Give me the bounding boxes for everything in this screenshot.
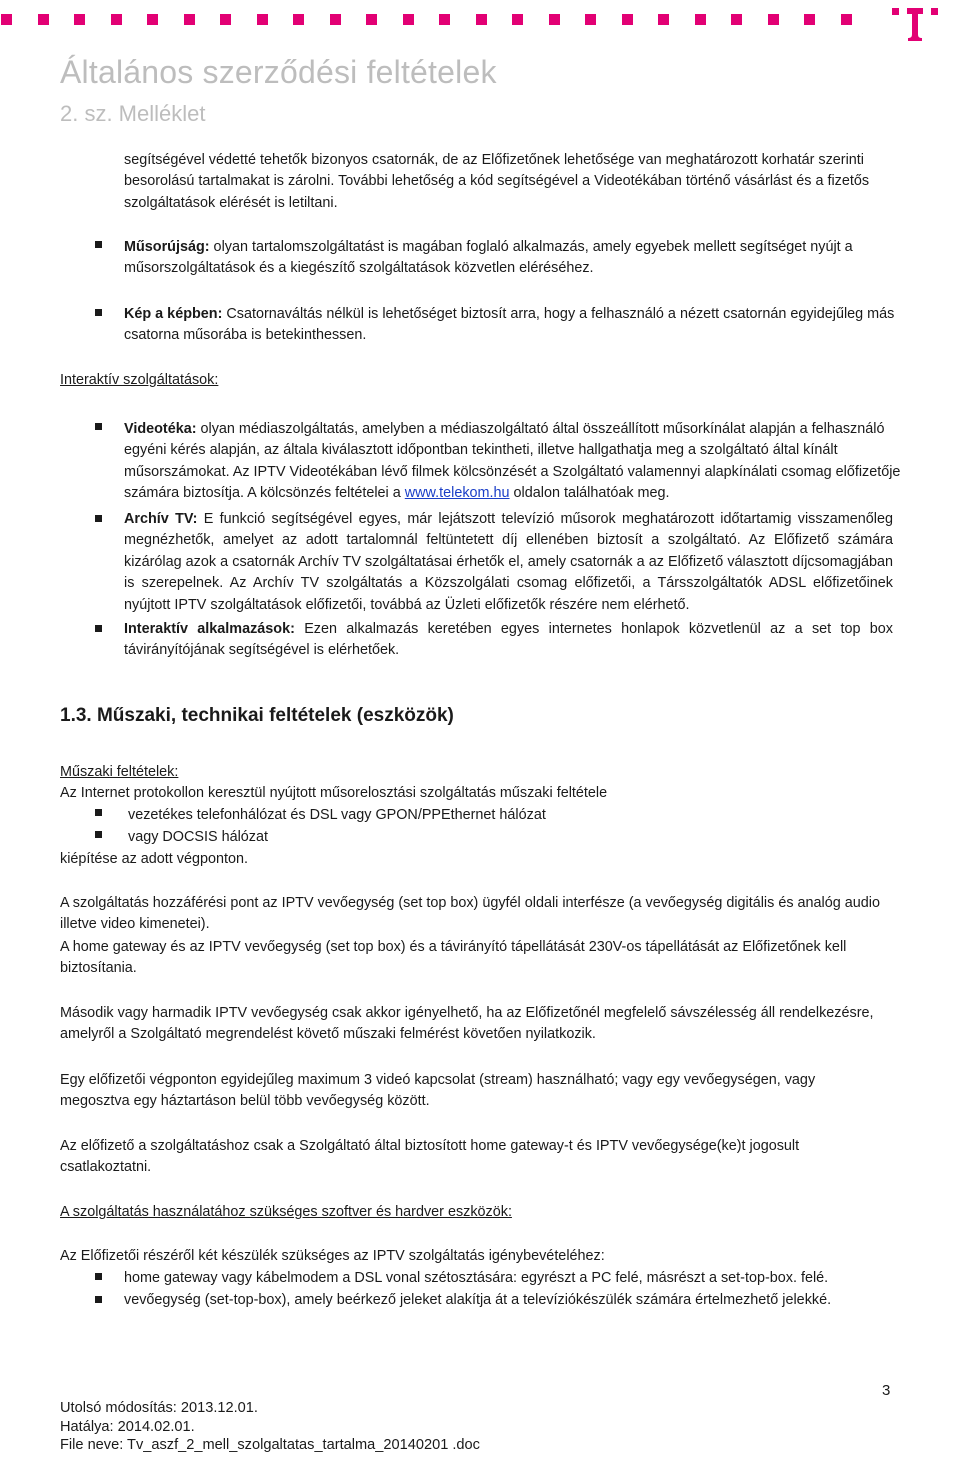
term-label: Műsorújság: — [124, 239, 210, 255]
header-dot — [512, 14, 523, 25]
list-item: vagy DOCSIS hálózat — [128, 829, 268, 845]
list-item: vezetékes telefonhálózat és DSL vagy GPON/PPEthernet hálózat — [128, 807, 546, 823]
bullet-marker — [95, 831, 102, 838]
hardware-heading: A szolgáltatás használatához szükséges szoftver és hardver eszközök: — [60, 1204, 512, 1220]
muszaki-intro: Az Internet protokollon keresztül nyújtott műsorelosztási szolgáltatás műszaki feltétele — [60, 785, 608, 801]
header-dot-strip — [0, 14, 880, 26]
header-dot — [585, 14, 596, 25]
paragraph-second-unit: Második vagy harmadik IPTV vevőegység csak akkor igényelhető, ha az Előfizetőnél megfelelő sávszélesség áll rendelkezésre, amelyről a Szolgáltató megrendelést követő műszaki felmérést követően nyilatkozik. — [60, 1005, 874, 1043]
bullet-marker — [95, 423, 102, 430]
intro-paragraph: segítségével védetté tehetők bizonyos csatornák, de az Előfizetőnek lehetősége van meghatározott korhatár szerinti besorolású tartalmakat is zárolni. További lehetőség a kód segítségével a Videotékában történő vásárlást és a fizetős szolgáltatások elérését is letiltani. — [124, 152, 870, 211]
header-dot — [768, 14, 779, 25]
term-label: Kép a képben: — [124, 306, 223, 322]
term-label: Interaktív alkalmazások: — [124, 621, 295, 637]
bullet-marker — [95, 1296, 102, 1303]
hardware-intro: Az Előfizetői részéről két készülék szükséges az IPTV szolgáltatás igénybevételéhez: — [60, 1248, 605, 1264]
term-description: olyan tartalomszolgáltatást is magában foglaló alkalmazás, amely egyebek mellett segítséget nyújt a műsorszolgáltatások és a kiegészítő szolgáltatások közvetlen eléréséhez. — [124, 239, 853, 277]
list-item: home gateway vagy kábelmodem a DSL vonal szétosztására: egyrészt a PC felé, másrészt a set-top-box. felé. — [124, 1270, 829, 1286]
bullet-marker — [95, 309, 102, 316]
telekom-t-logo-icon — [886, 4, 944, 44]
bullet-marker — [95, 809, 102, 816]
telekom-link[interactable]: www.telekom.hu — [404, 485, 510, 502]
term-description: Csatornaváltás nélkül is lehetőséget biztosít arra, hogy a felhasználó a nézett csatornán egyidejűleg más csatorna műsorába is betekinthessen. — [124, 306, 895, 344]
header-dot — [74, 14, 85, 25]
section-heading: 1.3. Műszaki, technikai feltételek (eszközök) — [60, 705, 454, 726]
header-dot — [147, 14, 158, 25]
term-description: Ezen alkalmazás keretében egyes internetes honlapok közvetlenül az a set top box távirányítójának segítségével is elérhetőek. — [124, 621, 893, 659]
header-dot — [439, 14, 450, 25]
bullet-marker — [95, 1273, 102, 1280]
term-label: Videotéka: — [124, 421, 197, 437]
paragraph-access-point: A szolgáltatás hozzáférési pont az IPTV vevőegység (set top box) ügyfél oldali interfésze (a vevőegység digitális és analóg audio illetve video kimenetei). — [60, 895, 880, 933]
header-dot — [330, 14, 341, 25]
paragraph-connect: Az előfizető a szolgáltatáshoz csak a Szolgáltató által biztosított home gateway-t és IPTV vevőegysége(ke)t jogosult csatlakoztatni. — [60, 1138, 800, 1176]
term-label: Archív TV: — [124, 511, 198, 527]
header-dot — [658, 14, 669, 25]
muszaki-heading: Műszaki feltételek: — [60, 764, 179, 780]
footer-filename: File neve: Tv_aszf_2_mell_szolgaltatas_tartalma_20140201 .doc — [60, 1437, 480, 1453]
document-subtitle: 2. sz. Melléklet — [60, 101, 206, 126]
muszaki-end: kiépítése az adott végponton. — [60, 851, 249, 867]
page-number: 3 — [882, 1382, 891, 1399]
header-dot — [804, 14, 815, 25]
header-dot — [549, 14, 560, 25]
term-description: E funkció segítségével egyes, már lejátszott televízió műsorok meghatározott időtartamig visszamenőleg megnézhetők, amelyet az adott tartalomnál feltüntetett díj ellenében biztosít a szolgáltató. Az Előfizető számára kizárólag azok a csatornák Archív TV szolgáltatásai érhetők el, amely csatornák a az Előfizető választott díjcsomagjában is szerepelnek. Az Archív TV szolgáltatás a Közszolgálati csomag előfizetői, a Társszolgáltatók ADSL előfizetőinek nyújtott IPTV szolgáltatások előfizetői, továbbá az Üzleti előfizetők részére nem elérhető. — [124, 511, 893, 613]
bullet-marker — [95, 515, 102, 522]
list-item-interaktiv-alkalmazasok — [124, 619, 893, 662]
paragraph-power-supply: A home gateway és az IPTV vevőegység (set top box) és a távirányító tápellátását 230V-os tápellátását az Előfizetőnek kell biztosítania. — [60, 939, 847, 977]
header-dot — [731, 14, 742, 25]
footer-effective: Hatálya: 2014.02.01. — [60, 1418, 195, 1435]
paragraph-streams: Egy előfizetői végponton egyidejűleg maximum 3 videó kapcsolat (stream) használható; vagy egy vevőegységen, vagy megosztva egy háztartáson belül több vevőegység között. — [60, 1072, 816, 1110]
header-dot — [366, 14, 377, 25]
header-dot — [476, 14, 487, 25]
header-dot — [695, 14, 706, 25]
header-dot — [257, 14, 268, 25]
header-dot — [841, 14, 852, 25]
footer — [60, 1399, 480, 1455]
list-item-videoteka — [124, 419, 914, 505]
footer-modified: Utolsó módosítás: 2013.12.01. — [60, 1400, 258, 1416]
interactive-services-heading: Interaktív szolgáltatások: — [60, 372, 219, 388]
header-dot — [220, 14, 231, 25]
list-item: vevőegység (set-top-box), amely beérkező jeleket alakítja át a televíziókészülék számára értelmezhető jelekké. — [124, 1292, 832, 1308]
header-dot — [622, 14, 633, 25]
term-description-end: oldalon találhatóak meg. — [509, 485, 670, 502]
bullet-marker — [95, 241, 102, 248]
list-item-archiv-tv — [124, 509, 893, 616]
bullet-marker — [95, 625, 102, 632]
header-dot — [111, 14, 122, 25]
document-title: Általános szerződési feltételek — [60, 54, 497, 90]
term-description: olyan médiaszolgáltatás, amelyben a médiaszolgáltató által összeállított műsorkínálat alapján a felhasználó egyéni kérés alapján, az általa kiválasztott időpontban tekintheti, illetve hallgathatja meg a szolgáltató által kínált műsorszámokat. Az IPTV Videotékában lévő filmek kölcsönzését a Szolgáltató valamennyi alapkínálati csomag előfizetője számára biztosítja. A kölcsönzés feltételei a — [124, 421, 901, 502]
header-dot — [403, 14, 414, 25]
header-dot — [293, 14, 304, 25]
header-dot — [1, 14, 12, 25]
list-item-kep-a-kepben — [124, 304, 914, 347]
header-dot — [184, 14, 195, 25]
list-item-musorujsag — [124, 237, 914, 280]
header-dot — [38, 14, 49, 25]
